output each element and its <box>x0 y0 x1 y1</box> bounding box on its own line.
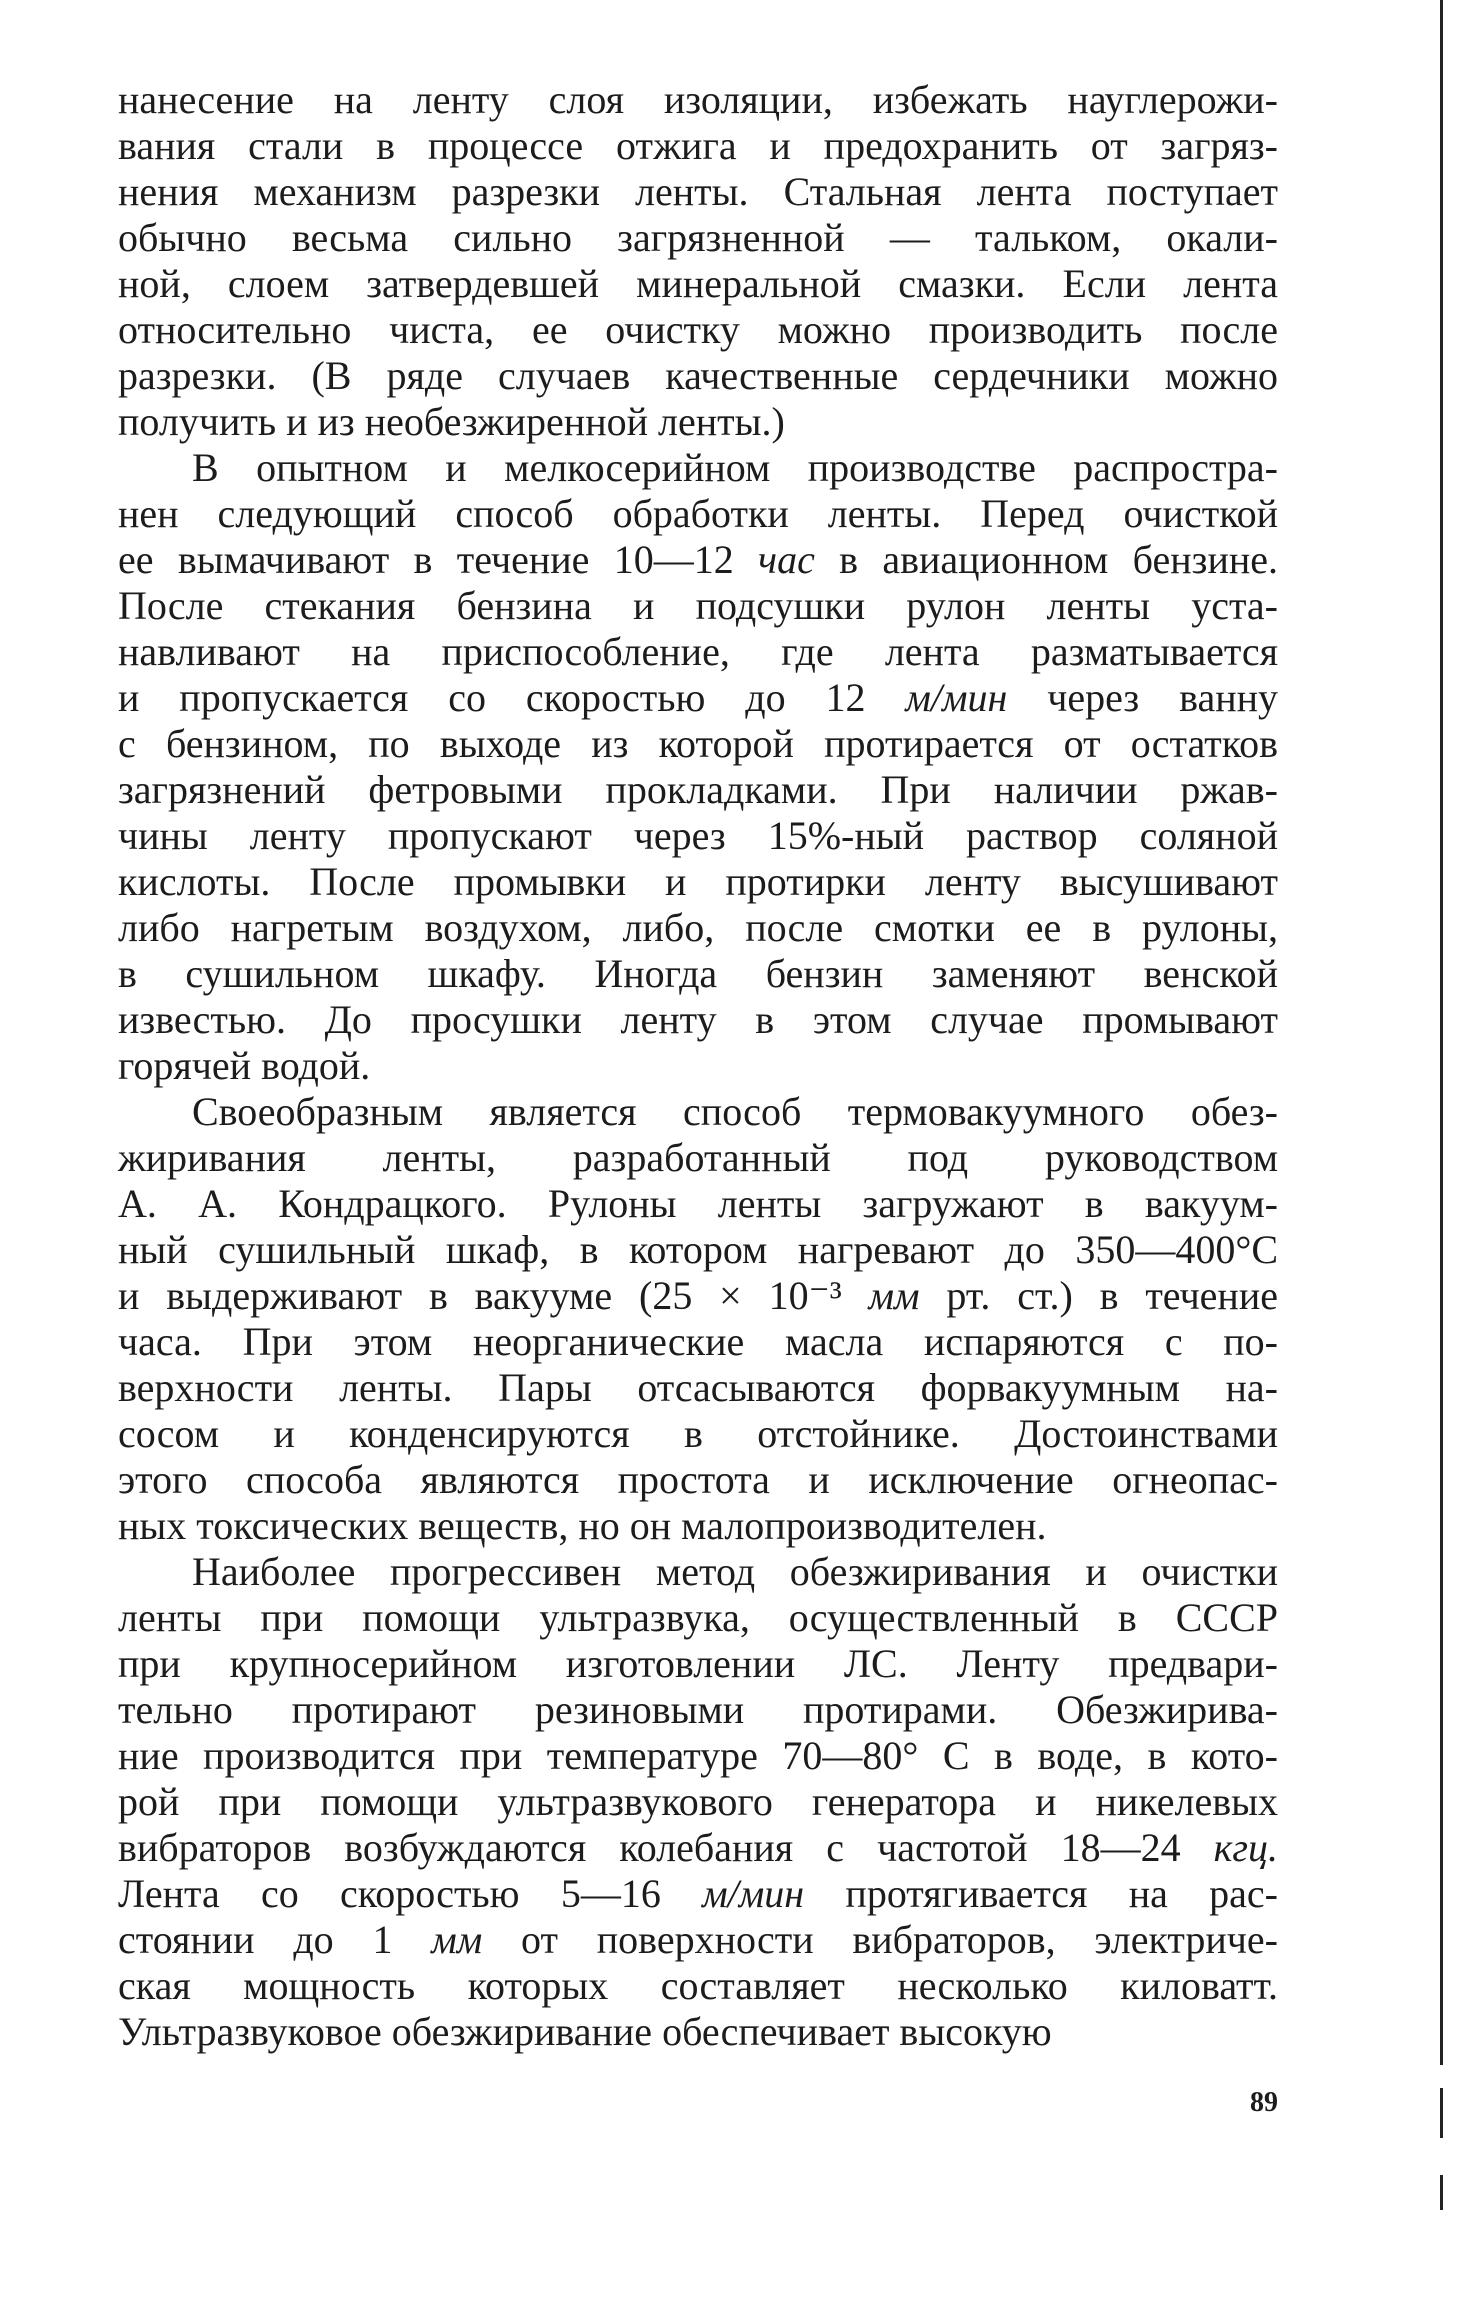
text-line <box>118 534 1278 586</box>
text-segment: нен следующий способ обработки ленты. Перед очисткой <box>118 491 1278 536</box>
text-segment: загрязнений фетровыми прокладками. При наличии ржав- <box>118 767 1278 812</box>
text-segment: сосом и конденсируются в отстойнике. Достоинствами <box>118 1411 1278 1456</box>
text-segment: ный сушильный шкаф, в котором нагревают до 350—400°С <box>118 1227 1278 1272</box>
text-line <box>118 1362 1278 1414</box>
text-line <box>118 764 1278 816</box>
text-segment: Наиболее прогрессивен метод обезжиривания и очистки <box>192 1549 1278 1594</box>
text-segment: относительно чиста, ее очистку можно производить после <box>118 307 1278 352</box>
text-segment: и выдерживают в вакууме (25 × 10⁻³ <box>118 1273 869 1318</box>
text-segment: рой при помощи ультразвукового генератора и никелевых <box>118 1779 1278 1824</box>
text-segment: кислоты. После промывки и протирки ленту высушивают <box>118 859 1278 904</box>
text-segment: ных токсических веществ, но он малопроизводителен. <box>118 1503 1047 1548</box>
text-line <box>192 1086 1278 1138</box>
text-line <box>118 1500 1278 1552</box>
text-line <box>118 488 1278 540</box>
text-segment: нения механизм разрезки ленты. Стальная лента поступает <box>118 169 1278 214</box>
text-line <box>118 166 1278 218</box>
text-line <box>118 396 1278 448</box>
text-segment: рт. ст.) в течение <box>919 1273 1279 1318</box>
text-segment: стоянии до 1 <box>118 1917 432 1962</box>
text-segment: Ультразвуковое обезжиривание обеспечивает высокую <box>118 2009 1052 2054</box>
text-segment: ская мощность которых составляет несколько киловатт. <box>118 1963 1278 2008</box>
text-segment: через ванну <box>1007 675 1279 720</box>
text-segment: обычно весьма сильно загрязненной — тальком, окали- <box>118 215 1278 260</box>
text-segment: горячей водой. <box>118 1043 371 1088</box>
text-line <box>118 718 1278 770</box>
text-segment: нанесение на ленту слоя изоляции, избежать науглерожи- <box>118 77 1278 122</box>
text-line <box>118 1868 1278 1920</box>
text-line <box>118 672 1278 724</box>
text-line <box>118 1316 1278 1368</box>
text-segment: этого способа являются простота и исключение огнеопас- <box>118 1457 1278 1502</box>
page-edge-rule <box>1440 0 1443 2065</box>
text-segment: разрезки. (В ряде случаев качественные сердечники можно <box>118 353 1278 398</box>
italic-unit: час <box>758 537 815 582</box>
text-segment: После стекания бензина и подсушки рулон ленты уста- <box>118 583 1278 628</box>
text-line <box>118 1408 1278 1460</box>
text-line <box>118 902 1278 954</box>
text-line <box>118 2006 1278 2058</box>
text-segment: известью. До просушки ленту в этом случае промывают <box>118 997 1278 1042</box>
text-segment: тельно протирают резиновыми протирами. Обезжирива- <box>118 1687 1278 1732</box>
text-segment: в авиационном бензине. <box>814 537 1279 582</box>
italic-unit: мм <box>868 1273 920 1318</box>
text-segment: получить и из необезжиренной ленты.) <box>118 399 785 444</box>
text-segment: Лента со скоростью 5—16 <box>118 1871 703 1916</box>
text-line <box>118 1454 1278 1506</box>
page-number: 89 <box>1250 2087 1278 2118</box>
text-segment: с бензином, по выходе из которой протирается от остатков <box>118 721 1278 766</box>
text-line <box>118 856 1278 908</box>
text-line <box>118 1960 1278 2012</box>
text-line <box>118 1638 1278 1690</box>
text-line <box>118 1132 1278 1184</box>
text-line <box>118 1592 1278 1644</box>
text-line <box>118 120 1278 172</box>
text-line <box>118 626 1278 678</box>
page-edge-mark <box>1440 2088 1443 2138</box>
text-line <box>118 1914 1278 1966</box>
text-line <box>192 442 1278 494</box>
text-segment: от поверхности вибраторов, электриче- <box>482 1917 1278 1962</box>
text-line <box>118 74 1278 126</box>
text-line <box>118 1684 1278 1736</box>
text-line <box>118 1730 1278 1782</box>
text-line <box>118 948 1278 1000</box>
italic-unit: мм <box>431 1917 483 1962</box>
text-segment: в сушильном шкафу. Иногда бензин заменяют венской <box>118 951 1278 996</box>
text-line <box>118 1822 1278 1874</box>
text-segment: вания стали в процессе отжига и предохранить от загряз- <box>118 123 1278 168</box>
text-line <box>118 580 1278 632</box>
text-segment: вибраторов возбуждаются колебания с частотой 18—24 <box>118 1825 1214 1870</box>
text-line <box>118 212 1278 264</box>
italic-unit: м/мин <box>905 675 1008 720</box>
text-segment: навливают на приспособление, где лента разматывается <box>118 629 1278 674</box>
text-line <box>118 1040 1278 1092</box>
text-segment: В опытном и мелкосерийном производстве распростра- <box>192 445 1278 490</box>
text-segment: протягивается на рас- <box>804 1871 1278 1916</box>
text-line <box>192 1546 1278 1598</box>
text-segment: либо нагретым воздухом, либо, после смотки ее в рулоны, <box>118 905 1278 950</box>
text-line <box>118 1224 1278 1276</box>
text-line <box>118 1178 1278 1230</box>
text-segment: при крупносерийном изготовлении ЛС. Ленту предвари- <box>118 1641 1278 1686</box>
text-segment: чины ленту пропускают через 15%-ный раствор соляной <box>118 813 1278 858</box>
italic-unit: м/мин <box>702 1871 805 1916</box>
text-segment: ной, слоем затвердевшей минеральной смазки. Если лента <box>118 261 1278 306</box>
text-segment: ние производится при температуре 70—80° С в воде, в кото- <box>118 1733 1278 1778</box>
text-line <box>118 810 1278 862</box>
text-line <box>118 1270 1278 1322</box>
text-segment: ленты при помощи ультразвука, осуществленный в СССР <box>118 1595 1278 1640</box>
text-line <box>118 258 1278 310</box>
italic-unit: кгц. <box>1213 1825 1278 1870</box>
text-segment: верхности ленты. Пары отсасываются форвакуумным на- <box>118 1365 1278 1410</box>
text-segment: и пропускается со скоростью до 12 <box>118 675 906 720</box>
text-line <box>118 1776 1278 1828</box>
text-segment: Своеобразным является способ термовакуумного обез- <box>192 1089 1278 1134</box>
text-line <box>118 304 1278 356</box>
text-line <box>118 350 1278 402</box>
page-edge-mark <box>1440 2175 1443 2210</box>
text-line <box>118 994 1278 1046</box>
text-segment: часа. При этом неорганические масла испаряются с по- <box>118 1319 1278 1364</box>
text-segment: А. А. Кондрацкого. Рулоны ленты загружают в вакуум- <box>118 1181 1278 1226</box>
text-segment: ее вымачивают в течение 10—12 <box>118 537 759 582</box>
text-segment: жиривания ленты, разработанный под руководством <box>118 1135 1278 1180</box>
